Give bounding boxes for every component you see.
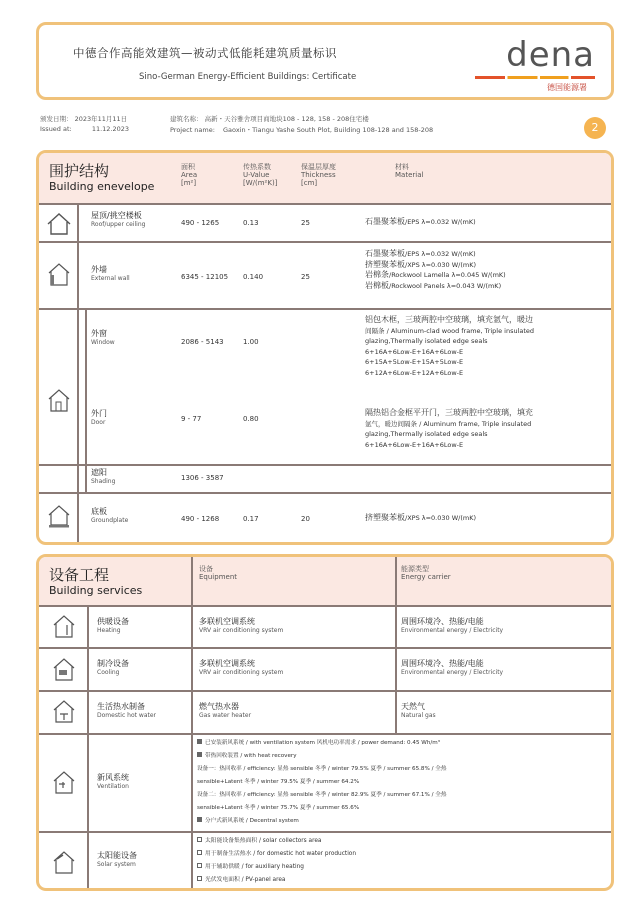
- issue-info: [36, 112, 596, 140]
- project-value-en: Gaoxin・Tiangu Yashe South Plot, Building 108-128 and 158-208: [223, 126, 434, 134]
- ventilation-label: 新风系统 Ventilation: [97, 773, 129, 790]
- certificate-header: [36, 22, 614, 100]
- hot-water-label: 生活热水制备 Domestic hot water: [97, 702, 157, 719]
- logo-word: dena: [506, 35, 595, 75]
- wall-area: 6345 - 12105: [181, 273, 229, 281]
- col-material: 材料 Material: [395, 163, 424, 179]
- hot-water-carrier: 天然气 Natural gas: [401, 702, 436, 719]
- solar-details: 太阳能设备集热面积 / solar collectors area 用于制备生活热水 / for domestic hot water production 用于辅助供暖 / for auxiliary heating 光伏发电面积 / PV-panel area: [197, 835, 356, 887]
- checkbox-icon: [197, 817, 202, 822]
- roof-icon: [46, 210, 72, 236]
- heating-label: 供暖设备 Heating: [97, 617, 129, 634]
- solar-icon: [51, 849, 77, 875]
- groundplate-label: 底板 Groundplate: [91, 507, 129, 524]
- ventilation-details: 已安装新风系统 / with ventilation system 风机电功率需求 / power demand: 0.45 Wh/m³ 带热回收装置 / with heat recovery 设备一：热回收率 / efficiency: 显热 sensible 冬季 / winter 79.5% 夏季 / summer 65.8% / 全热 sensible+Latent 冬季 / winter 79.5% 夏季 / summer 64.2% 设备二：热回收率 / efficiency: 显热 sensible 冬季 / winter 82.9% 夏季 / summer 67.1% / 全热 sensible+Latent 冬季 / winter 75.7% 夏季 / summer 65.6% 分户式新风系统 / Decentral system: [197, 740, 447, 824]
- window-label: 外窗 Window: [91, 329, 115, 346]
- col-equipment: 设备 Equipment: [199, 565, 237, 581]
- project-label-en: Project name:: [170, 126, 215, 134]
- hot-water-icon: [51, 698, 77, 724]
- hot-water-equipment: 燃气热水器 Gas water heater: [199, 702, 252, 719]
- door-uvalue: 0.80: [243, 415, 259, 423]
- ventilation-icon: [51, 769, 77, 795]
- wall-uvalue: 0.140: [243, 273, 264, 281]
- groundplate-uvalue: 0.17: [243, 515, 259, 523]
- issued-value-en: 11.12.2023: [91, 125, 130, 133]
- col-area: 面积 Area [m²]: [181, 163, 198, 187]
- heating-icon: [51, 613, 77, 639]
- cooling-icon: [51, 656, 77, 682]
- roof-area: 490 - 1265: [181, 219, 220, 227]
- envelope-header: [39, 153, 611, 203]
- groundplate-icon: [46, 503, 72, 529]
- door-material: 隔热铝合金框平开门，三玻两腔中空玻璃，填充 氩气，暖边间隔条 / Aluminum frame, Triple insulated glazing,Thermally isolated edge seals 6+16A+6Low-E+16A+6Low-E: [365, 408, 533, 449]
- services-header: [39, 557, 611, 605]
- services-title-en: Building services: [49, 584, 143, 597]
- heating-equipment: 多联机空调系统 VRV air conditioning system: [199, 617, 284, 634]
- roof-material: 石墨聚苯板/EPS λ=0.032 W/(mK): [365, 217, 476, 226]
- issued-label-en: Issued at:: [40, 125, 72, 133]
- col-energy-carrier: 能源类型 Energy carrier: [401, 565, 451, 581]
- services-title-cn: 设备工程: [49, 566, 110, 584]
- checkbox-icon: [197, 837, 202, 842]
- cooling-equipment: 多联机空调系统 VRV air conditioning system: [199, 659, 284, 676]
- solar-label: 太阳能设备 Solar system: [97, 851, 137, 868]
- cooling-carrier: 周围环境冷、热能/电能 Environmental energy / Electricity: [401, 659, 504, 676]
- envelope-title-cn: 围护结构: [49, 162, 110, 180]
- window-door-icon: [46, 387, 72, 413]
- roof-label: 屋顶/挑空楼板 Roof/upper ceiling: [91, 211, 146, 228]
- cooling-label: 制冷设备 Cooling: [97, 659, 129, 676]
- checkbox-icon: [197, 863, 202, 868]
- window-material: 铝包木框，三玻两腔中空玻璃，填充氩气，暖边 间隔条 / Aluminum-clad wood frame, Triple insulated glazing,Thermally isolated edge seals 6+16A+6Low-E+16A+6Low-E 6+15A+5Low-E+15A+5Low-E 6+12A+6Low-E+12A+6Low-E: [365, 315, 535, 377]
- wall-icon: [46, 261, 72, 287]
- title-cn: 中德合作高能效建筑—被动式低能耗建筑质量标识: [73, 46, 337, 60]
- door-label: 外门 Door: [91, 409, 107, 426]
- door-area: 9 - 77: [181, 415, 202, 423]
- page-number-badge: 2: [584, 117, 606, 139]
- groundplate-area: 490 - 1268: [181, 515, 220, 523]
- wall-label: 外墙 External wall: [91, 265, 130, 282]
- shading-area: 1306 - 3587: [181, 474, 224, 482]
- project-label-cn: 建筑名称：: [170, 115, 203, 123]
- wall-materials: 石墨聚苯板/EPS λ=0.032 W/(mK) 挤塑聚苯板/XPS λ=0.030 W/(mK) 岩棉条/Rockwool Lamella λ=0.045 W/(mK) 岩棉板/Rockwool Panels λ=0.043 W/(mK): [365, 249, 506, 290]
- checkbox-icon: [197, 876, 202, 881]
- col-uvalue: 传热系数 U-Value [W/(m²K)]: [243, 163, 278, 187]
- wall-thickness: 25: [301, 273, 310, 281]
- issued-label-cn: 颁发日期：: [40, 115, 73, 123]
- groundplate-material: 挤塑聚苯板/XPS λ=0.030 W/(mK): [365, 513, 477, 522]
- groundplate-thickness: 20: [301, 515, 310, 523]
- services-section: [36, 554, 614, 891]
- roof-thickness: 25: [301, 219, 310, 227]
- heating-carrier: 周围环境冷、热能/电能 Environmental energy / Electricity: [401, 617, 504, 634]
- col-thickness: 保温层厚度 Thickness [cm]: [301, 163, 336, 187]
- checkbox-icon: [197, 752, 202, 757]
- dena-logo: [475, 35, 595, 95]
- checkbox-icon: [197, 739, 202, 744]
- project-value-cn: 高新・天谷雅舍项目商地块108 - 128, 158 - 208住宅楼: [204, 115, 369, 123]
- envelope-section: [36, 150, 614, 545]
- envelope-title-en: Building enevelope: [49, 180, 155, 193]
- window-area: 2086 - 5143: [181, 338, 224, 346]
- title-en: Sino-German Energy-Efficient Buildings: Certificate: [139, 72, 357, 82]
- issued-value-cn: 2023年11月11日: [74, 115, 128, 123]
- shading-label: 遮阳 Shading: [91, 468, 116, 485]
- logo-cn: 德国能源署: [547, 83, 587, 92]
- roof-uvalue: 0.13: [243, 219, 259, 227]
- window-uvalue: 1.00: [243, 338, 259, 346]
- logo-stripe: [475, 76, 595, 79]
- checkbox-icon: [197, 850, 202, 855]
